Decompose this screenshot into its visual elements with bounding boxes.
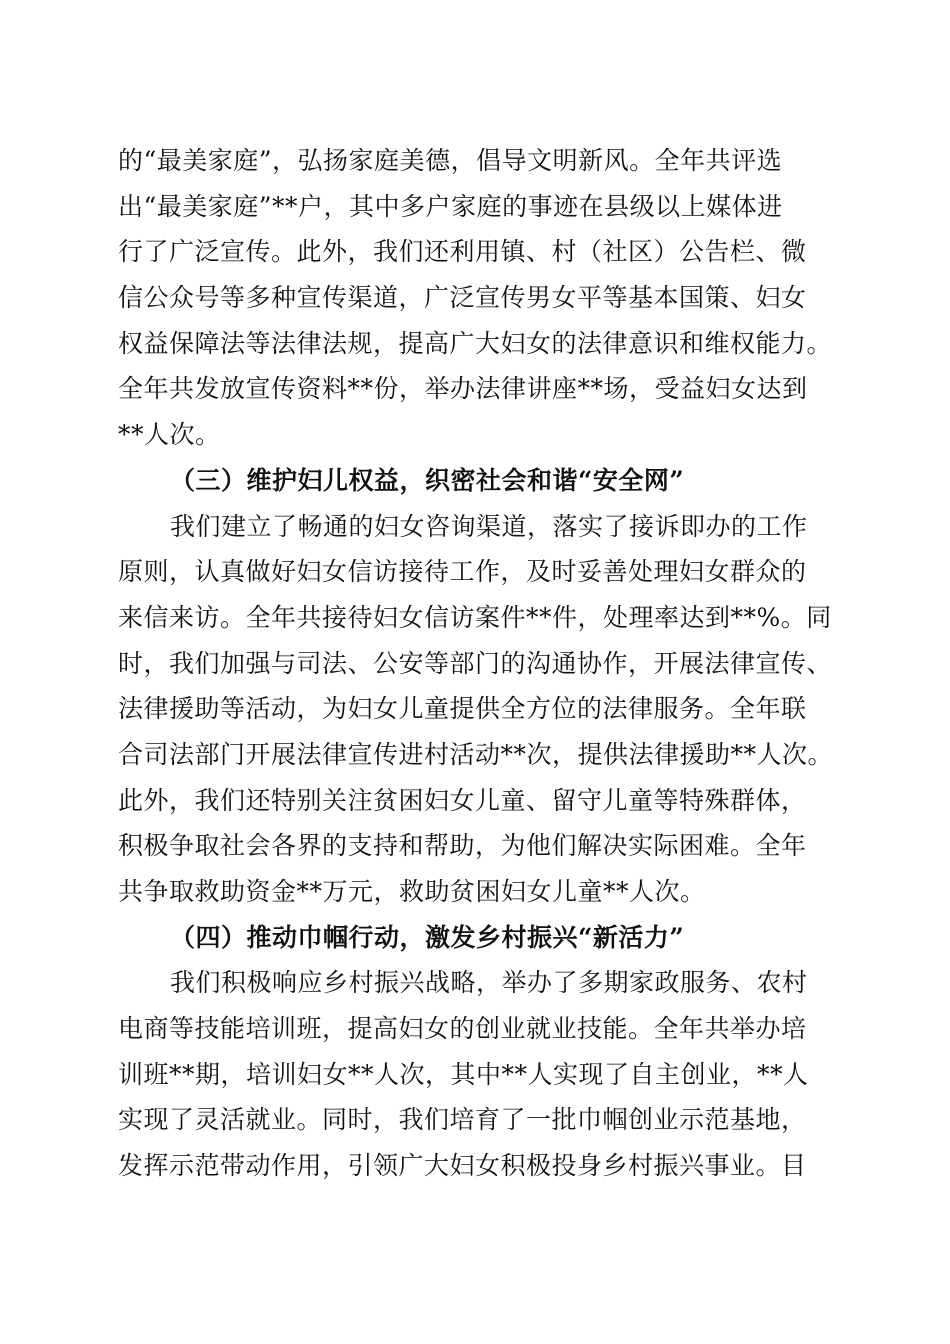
paragraph-line: 实现了灵活就业。同时，我们培育了一批巾帼创业示范基地， (118, 1105, 807, 1135)
paragraph-line: 共争取救助资金**万元，救助贫困妇女儿童**人次。 (118, 877, 706, 906)
paragraph-line: 信公众号等多种宣传渠道，广泛宣传男女平等基本国策、妇女 (118, 283, 807, 313)
section-heading-4: （四）推动巾帼行动，激发乡村振兴“新活力” (170, 922, 685, 952)
paragraph-line: 训班**期，培训妇女**人次，其中**人实现了自主创业，**人 (118, 1059, 809, 1089)
paragraph-line: 出“最美家庭”**户，其中多户家庭的事迹在县级以上媒体进 (118, 191, 783, 221)
paragraph-line: 原则，认真做好妇女信访接待工作，及时妥善处理妇女群众的 (118, 557, 807, 587)
paragraph-line: 我们建立了畅通的妇女咨询渠道，落实了接诉即办的工作 (170, 511, 808, 541)
paragraph-line: 权益保障法等法律法规，提高广大妇女的法律意识和维权能力。 (118, 328, 833, 358)
paragraph-line: 的“最美家庭”，弘扬家庭美德，倡导文明新风。全年共评选 (118, 146, 783, 175)
paragraph-line: **人次。 (118, 420, 221, 450)
document-body (118, 138, 834, 1189)
paragraph-line: 时，我们加强与司法、公安等部门的沟通协作，开展法律宣传、 (118, 648, 833, 678)
section-heading-3: （三）维护妇儿权益，织密社会和谐“安全网” (170, 465, 685, 495)
paragraph-line: 积极争取社会各界的支持和帮助，为他们解决实际困难。全年 (118, 831, 807, 861)
paragraph-line: 全年共发放宣传资料**份，举办法律讲座**场，受益妇女达到 (118, 374, 808, 404)
paragraph-line: 来信来访。全年共接待妇女信访案件**件，处理率达到**%。同 (118, 602, 832, 632)
paragraph-line: 此外，我们还特别关注贫困妇女儿童、留守儿童等特殊群体， (118, 785, 807, 815)
paragraph-line: 行了广泛宣传。此外，我们还利用镇、村（社区）公告栏、微 (118, 237, 807, 267)
paragraph-line: 法律援助等活动，为妇女儿童提供全方位的法律服务。全年联 (118, 694, 807, 724)
paragraph-line: 合司法部门开展法律宣传进村活动**次，提供法律援助**人次。 (118, 739, 834, 769)
paragraph-line: 我们积极响应乡村振兴战略，举办了多期家政服务、农村 (170, 968, 808, 998)
paragraph-line: 发挥示范带动作用，引领广大妇女积极投身乡村振兴事业。目 (118, 1151, 807, 1181)
paragraph-line: 电商等技能培训班，提高妇女的创业就业技能。全年共举办培 (118, 1014, 807, 1044)
